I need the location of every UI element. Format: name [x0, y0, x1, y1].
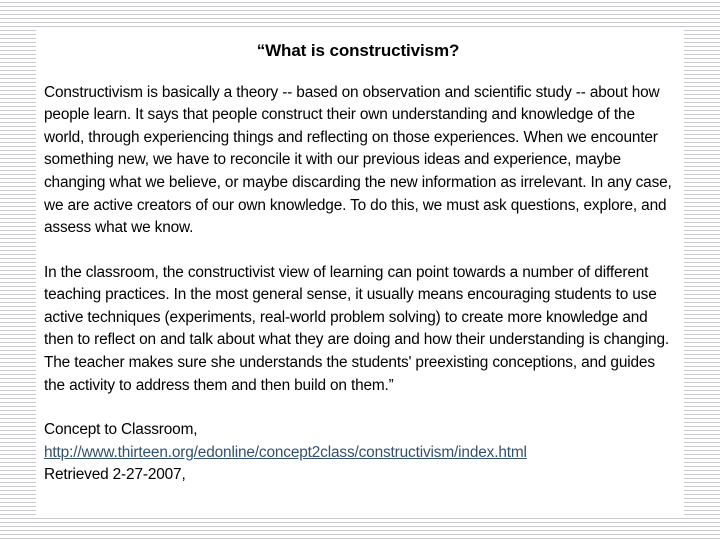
slide-content-panel	[36, 28, 684, 518]
paragraph-spacer	[44, 240, 672, 262]
citation-url-link[interactable]: http://www.thirteen.org/edonline/concept2class/constructivism/index.html	[44, 443, 527, 461]
citation-source: Concept to Classroom,	[44, 421, 198, 439]
body-paragraph-2: In the classroom, the constructivist view of learning can point towards a number of different teaching practices. In the most general sense, it usually means encouraging students to use active techniques (experiments, real-world problem solving) to create more knowledge and then to reflect on and talk about what they are doing and how their understanding is changing. The teacher makes sure she understands the students' preexisting conceptions, and guides the activity to address them and then build on them.”	[44, 263, 670, 394]
page-title: “What is constructivism?	[256, 41, 460, 60]
citation-retrieved-date: Retrieved 2-27-2007,	[44, 466, 186, 484]
citation-url-row	[44, 442, 672, 464]
body-paragraph-1: Constructivism is basically a theory -- based on observation and scientific study -- about how people learn. It says that people construct their own understanding and knowledge of the world, through experiencing things and reflecting on those experiences. When we encounter something new, we have to reconcile it with our previous ideas and experience, maybe changing what we believe, or maybe discarding the new information as irrelevant. In any case, we are active creators of our own knowledge. To do this, we must ask questions, explore, and assess what we know.	[44, 83, 672, 237]
slide-body	[44, 82, 672, 398]
citation-block	[44, 419, 672, 486]
